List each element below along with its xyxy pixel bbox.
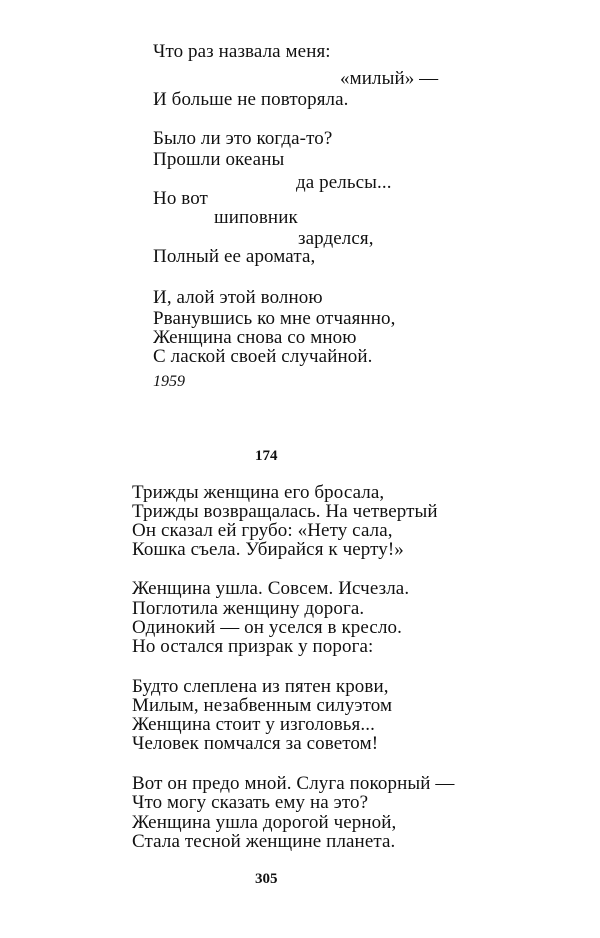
poem-line: Но вот — [153, 188, 208, 209]
poem-line: да рельсы... — [296, 172, 392, 193]
poem-line: С лаской своей случайной. — [153, 346, 373, 367]
poem-line: Будто слеплена из пятен крови, — [132, 676, 389, 697]
poem-line: И, алой этой волною — [153, 287, 323, 308]
poem-line: Трижды возвращалась. На четвертый — [132, 501, 438, 522]
poem-line: Что раз назвала меня: — [153, 41, 331, 62]
poem-line: Одинокий — он уселся в кресло. — [132, 617, 402, 638]
poem-line: зарделся, — [298, 228, 374, 249]
poem-year: 1959 — [153, 373, 185, 390]
poem-line: «милый» — — [340, 68, 439, 89]
poem-line: Он сказал ей грубо: «Нету сала, — [132, 520, 393, 541]
poem-line: шиповник — [214, 207, 298, 228]
page-number: 305 — [255, 871, 278, 887]
poem-line: Женщина ушла дорогой черной, — [132, 812, 397, 833]
poem-line: Женщина стоит у изголовья... — [132, 714, 375, 735]
poem-line: Милым, незабвенным силуэтом — [132, 695, 393, 716]
poem-line: Женщина снова со мною — [153, 327, 357, 348]
poem-line: Женщина ушла. Совсем. Исчезла. — [132, 578, 410, 599]
poem-number: 174 — [255, 448, 278, 464]
poem-line: Трижды женщина его бросала, — [132, 482, 385, 503]
poem-line: Поглотила женщину дорога. — [132, 598, 365, 619]
poem-line: Стала тесной женщине планета. — [132, 831, 396, 852]
poem-line: Рванувшись ко мне отчаянно, — [153, 308, 396, 329]
poem-line: Было ли это когда-то? — [153, 128, 333, 149]
poem-line: Кошка съела. Убирайся к черту!» — [132, 539, 404, 560]
poem-line: И больше не повторяла. — [153, 89, 349, 110]
poem-line: Вот он предо мной. Слуга покорный — — [132, 773, 455, 794]
poem-line: Но остался призрак у порога: — [132, 636, 374, 657]
poem-line: Что могу сказать ему на это? — [132, 792, 369, 813]
poem-line: Прошли океаны — [153, 149, 285, 170]
poem-line: Полный ее аромата, — [153, 246, 316, 267]
poem-line: Человек помчался за советом! — [132, 733, 379, 754]
